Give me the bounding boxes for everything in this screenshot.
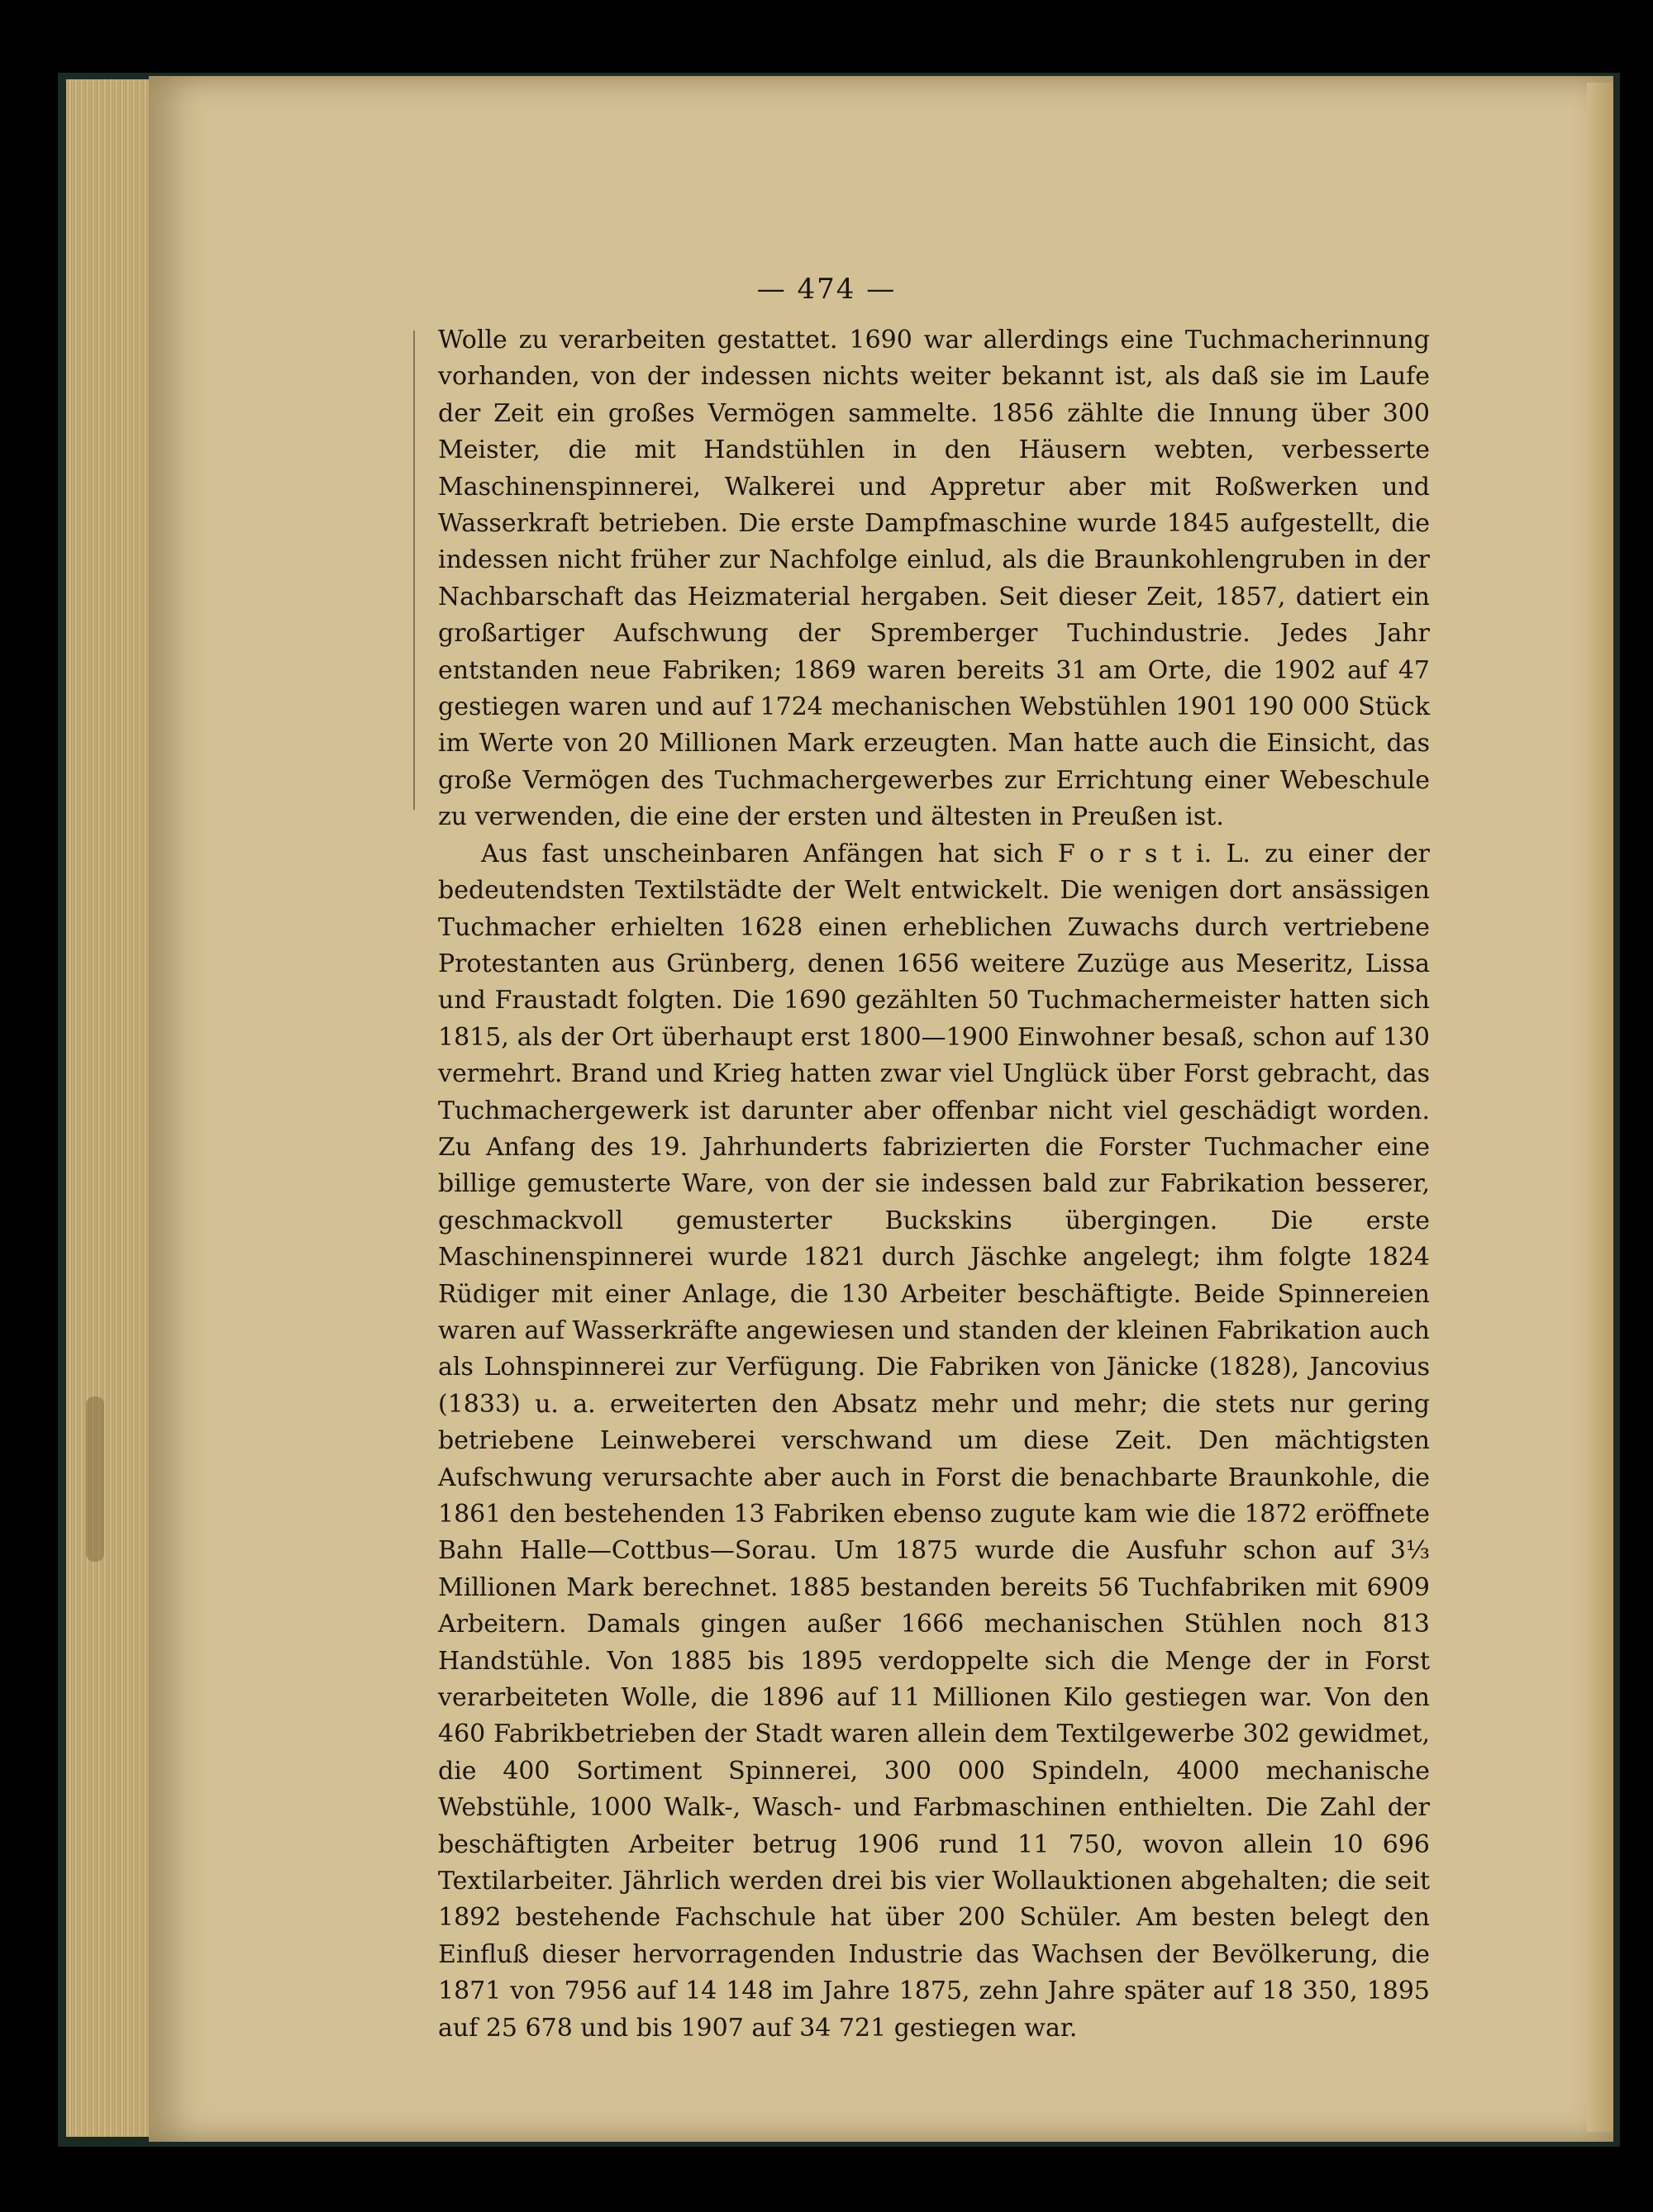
margin-pencil-mark <box>413 331 418 810</box>
page-right-edge <box>1587 83 1613 2132</box>
spine-wear-mark <box>86 1396 104 1562</box>
paragraph-2: Aus fast unscheinbaren Anfängen hat sich F o r s t i. L. zu einer der bedeutendsten Textilstädte der Welt entwickelt. Die wenigen dort ansässigen Tuchmacher erhielten 1628 einen erheblichen Zuwachs durch vertriebene Protestanten aus Grünberg, denen 1656 weitere Zuzüge aus Meseritz, Lissa und Fraustadt folgten. Die 1690 gezählten 50 Tuchmachermeister hatten sich 1815, als der Ort überhaupt erst 1800—1900 Einwohner besaß, schon auf 130 vermehrt. Brand und Krieg hatten zwar viel Unglück über Forst gebracht, das Tuchmachergewerk ist darunter aber offenbar nicht viel geschädigt worden. Zu Anfang des 19. Jahrhunderts fabrizierten die Forster Tuchmacher eine billige gemusterte Ware, von der sie indessen bald zur Fabrikation besserer, geschmackvoll gemusterter Buckskins übergingen. Die erste Maschinenspinnerei wurde 1821 durch Jäschke angelegt; ihm folgte 1824 Rüdiger mit einer Anlage, die 130 Arbeiter beschäftigte. Beide Spinnereien waren auf Wasserkräfte angewiesen und standen der kleinen Fabrikation auch als Lohnspinnerei zur Verfügung. Die Fabriken von Jänicke (1828), Jancovius (1833) u. a. erweiterten den Absatz mehr und mehr; die stets nur gering betriebene Leinweberei verschwand um diese Zeit. Den mächtigsten Aufschwung verursachte aber auch in Forst die benachbarte Braunkohle, die 1861 den bestehenden 13 Fabriken ebenso zugute kam wie die 1872 eröffnete Bahn Halle—Cottbus—Sorau. Um 1875 wurde die Ausfuhr schon auf 3⅓ Millionen Mark berechnet. 1885 bestanden bereits 56 Tuchfabriken mit 6909 Arbeitern. Damals gingen außer 1666 mechanischen Stühlen noch 813 Handstühle. Von 1885 bis 1895 verdoppelte sich die Menge der in Forst verarbeiteten Wolle, die 1896 auf 11 Millionen Kilo gestiegen war. Von den 460 Fabrikbetrieben der Stadt waren allein dem Textilgewerbe 302 gewidmet, die 400 Sortiment Spinnerei, 300 000 Spindeln, 4000 mechanische Webstühle, 1000 Walk-, Wasch- und Farbmaschinen enthielten. Die Zahl der beschäftigten Arbeiter betrug 1906 rund 11 750, wovon allein 10 696 Textilarbeiter. Jährlich werden drei bis vier Wollauktionen abgehalten; die seit 1892 bestehende Fachschule hat über 200 Schüler. Am besten belegt den Einfluß dieser hervorragenden Industrie das Wachsen der Bevölkerung, die 1871 von 7956 auf 14 148 im Jahre 1875, zehn Jahre später auf 18 350, 1895 auf 25 678 und bis 1907 auf 34 721 gestiegen war. <box>438 839 1430 2043</box>
body-text <box>438 322 1430 2047</box>
page-number: — 474 — <box>756 273 897 306</box>
paragraph-1: Wolle zu verarbeiten gestattet. 1690 war allerdings eine Tuchmacherinnung vorhanden, von der indessen nichts weiter bekannt ist, als daß sie im Laufe der Zeit ein großes Vermögen sammelte. 1856 zählte die Innung über 300 Meister, die mit Handstühlen in den Häusern webten, verbesserte Maschinenspinnerei, Walkerei und Appretur aber mit Roßwerken und Wasserkraft betrieben. Die erste Dampfmaschine wurde 1845 aufgestellt, die indessen nicht früher zur Nachfolge einlud, als die Braunkohlengruben in der Nachbarschaft das Heizmaterial hergaben. Seit dieser Zeit, 1857, datiert ein großartiger Aufschwung der Spremberger Tuchindustrie. Jedes Jahr entstanden neue Fabriken; 1869 waren bereits 31 am Orte, die 1902 auf 47 gestiegen waren und auf 1724 mechanischen Webstühlen 1901 190 000 Stück im Werte von 20 Millionen Mark erzeugten. Man hatte auch die Einsicht, das große Vermögen des Tuchmachergewerbes zur Errichtung einer Webeschule zu verwenden, die eine der ersten und ältesten in Preußen ist. <box>438 326 1430 832</box>
